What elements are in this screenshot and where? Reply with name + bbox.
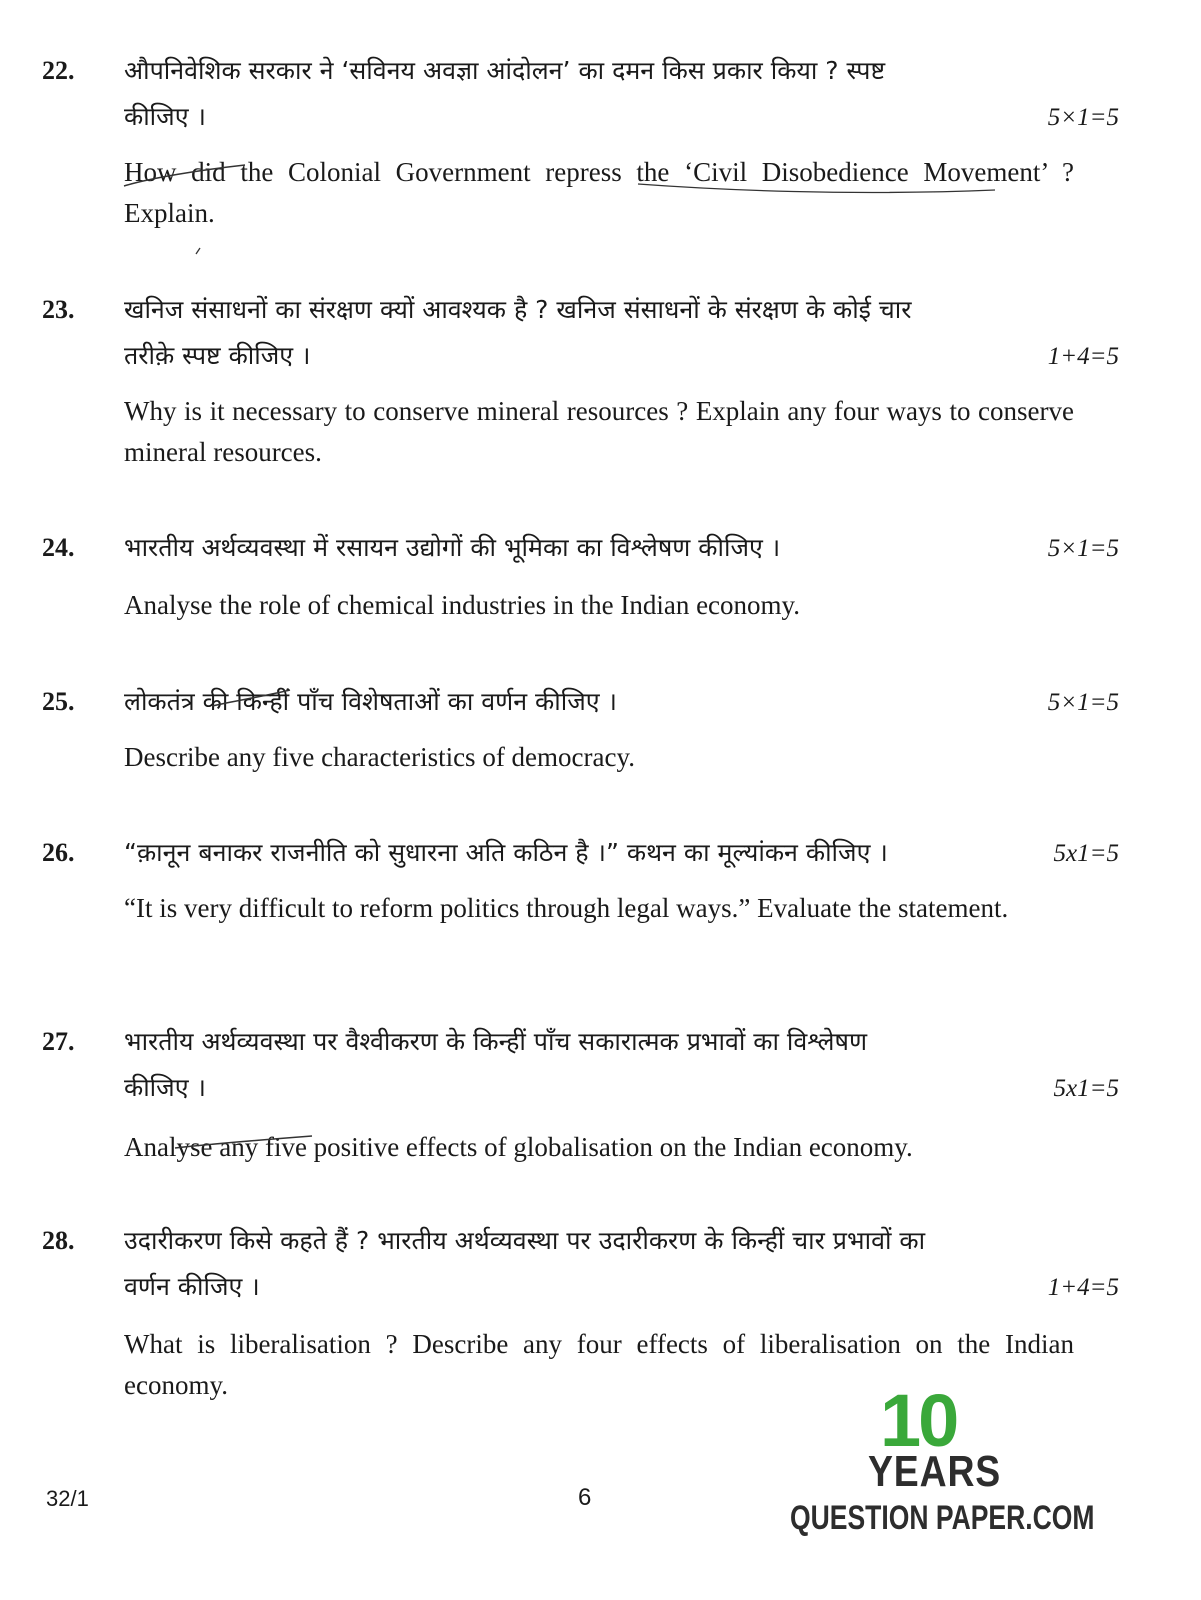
- question-english-text: What is liberalisation ? Describe any four effects of liberalisation on the Indian economy.: [124, 1329, 1074, 1400]
- question-english-text: Analyse the role of chemical industries in the Indian economy.: [124, 590, 801, 620]
- question-hindi-text: [124, 679, 1054, 725]
- question-number: 23.: [42, 295, 75, 324]
- question-number: 22.: [42, 56, 75, 85]
- question-number: 28.: [42, 1226, 75, 1255]
- hindi-line: “क़ानून बनाकर राजनीति को सुधारना अति कठिन है ।” कथन का मूल्यांकन कीजिए ।: [124, 838, 888, 867]
- question-hindi-text: [124, 1218, 1054, 1310]
- question-number: 27.: [42, 1027, 75, 1056]
- question-hindi-text: [124, 1019, 1054, 1111]
- hindi-line: खनिज संसाधनों का संरक्षण क्यों आवश्यक है ? खनिज संसाधनों के संरक्षण के कोई चार: [124, 295, 912, 324]
- watermark-number: 10: [880, 1379, 957, 1462]
- page-number: 6: [578, 1484, 592, 1511]
- hindi-line: लोकतंत्र की किन्हीं पाँच विशेषताओं का वर्णन कीजिए ।: [124, 687, 618, 716]
- question-hindi-text: [124, 287, 1054, 379]
- hindi-line: उदारीकरण किसे कहते हैं ? भारतीय अर्थव्यवस्था पर उदारीकरण के किन्हीं चार प्रभावों का: [124, 1226, 926, 1255]
- question-hindi-text: [124, 48, 1054, 140]
- question-hindi-text: [124, 830, 1054, 876]
- hindi-line: भारतीय अर्थव्यवस्था पर वैश्वीकरण के किन्हीं पाँच सकारात्मक प्रभावों का विश्लेषण: [124, 1027, 868, 1056]
- question-marks: 5x1=5: [1053, 1075, 1119, 1102]
- watermark-years: YEARS: [868, 1447, 1002, 1496]
- question-english-text: Analyse any five positive effects of globalisation on the Indian economy.: [124, 1132, 913, 1162]
- question-marks: 5×1=5: [1047, 104, 1119, 131]
- question-marks: 1+4=5: [1047, 1274, 1119, 1301]
- question-number: 26.: [42, 838, 75, 867]
- question-marks: 5×1=5: [1047, 689, 1119, 716]
- hindi-line: तरीक़े स्पष्ट कीजिए ।: [124, 341, 311, 370]
- question-english-text: How did the Colonial Government repress the ‘Civil Disobedience Movement’ ? Explain.: [124, 157, 1074, 228]
- question-number: 24.: [42, 533, 75, 562]
- hindi-line: कीजिए ।: [124, 1073, 206, 1102]
- pen-mark-tick: [196, 248, 200, 254]
- question-marks: 5x1=5: [1053, 840, 1119, 867]
- question-english-text: Why is it necessary to conserve mineral resources ? Explain any four ways to conserve mineral resources.: [124, 396, 1074, 467]
- question-marks: 1+4=5: [1047, 343, 1119, 370]
- question-english-text: “It is very difficult to reform politics through legal ways.” Evaluate the statement.: [124, 893, 1009, 923]
- question-english-text: Describe any five characteristics of democracy.: [124, 742, 635, 772]
- question-hindi-text: [124, 525, 1054, 571]
- question-number: 25.: [42, 687, 75, 716]
- hindi-line: वर्णन कीजिए ।: [124, 1272, 260, 1301]
- question-marks: 5×1=5: [1047, 535, 1119, 562]
- watermark-site: QUESTION PAPER.COM: [790, 1499, 1095, 1537]
- hindi-line: कीजिए ।: [124, 102, 206, 131]
- hindi-line: भारतीय अर्थव्यवस्था में रसायन उद्योगों की भूमिका का विश्लेषण कीजिए ।: [124, 533, 781, 562]
- paper-code: 32/1: [46, 1486, 89, 1511]
- hindi-line: औपनिवेशिक सरकार ने ‘सविनय अवज्ञा आंदोलन’ का दमन किस प्रकार किया ? स्पष्ट: [124, 56, 886, 85]
